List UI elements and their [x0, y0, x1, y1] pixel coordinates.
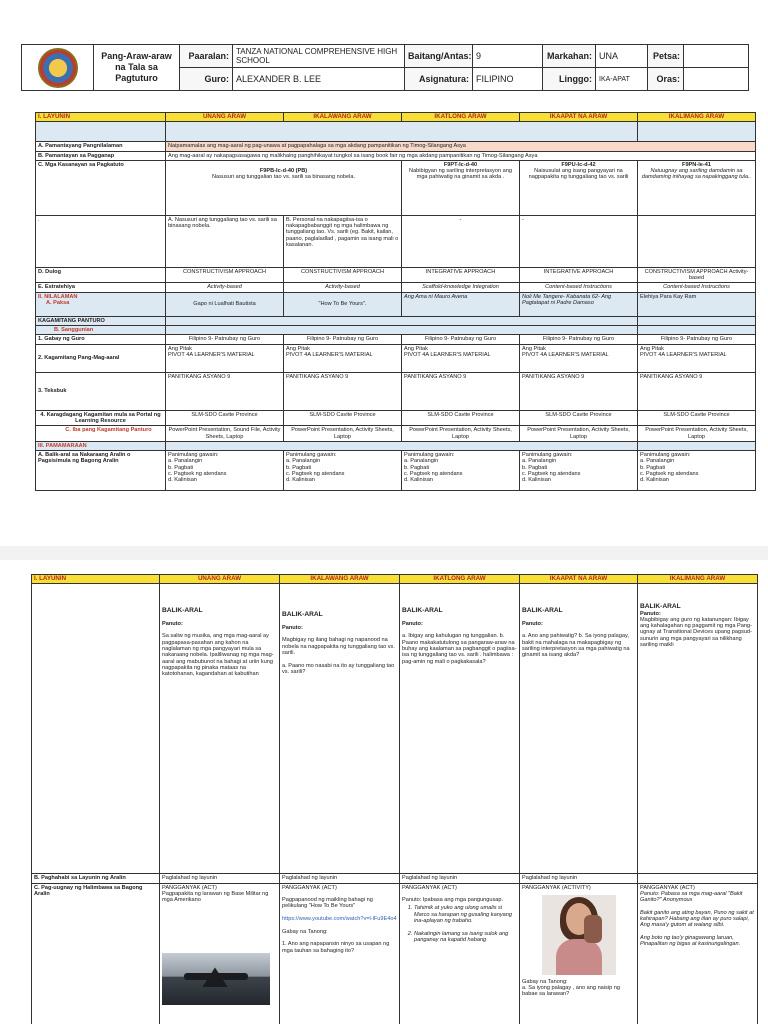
p2-day-4-header: IKAAPAT NA ARAW	[520, 575, 638, 584]
kasanayan-text-d1-d2: Nasusuri ang tunggalian tao vs. sarili sa binasang nobela.	[211, 174, 356, 181]
estratehiya-d3: Scaffold-knowledge Integration	[402, 283, 520, 292]
karagdagang-d3: SLM-SDO Cavite Province	[402, 410, 520, 426]
panimula-d2-d: d. Kalinisan	[286, 477, 315, 484]
panimula-d5-c: c. Pagtsek ng atendans	[640, 471, 699, 478]
karagdagang-d2: SLM-SDO Cavite Province	[284, 410, 402, 426]
kpm-d2-item-1: Ang Pitak	[286, 345, 310, 352]
p2-c-d1-text: Pagpapakita ng larawan ng Base Militar ng mga Amerikano	[162, 890, 269, 904]
paaralan-label: Paaralan:	[180, 45, 233, 68]
p2-pag-uugnay-d2	[280, 883, 400, 1024]
p2-paghahabi-label: B. Paghahabi sa Layunin ng Aralin	[32, 874, 160, 883]
panimula-d4-b: b. Pagbati	[522, 464, 548, 471]
kagamitang-mag-aaral-d5	[638, 344, 756, 372]
p2-balik-aral-d5	[638, 584, 758, 874]
baitang-label: Baitang/Antas:	[405, 45, 473, 68]
school-logo	[22, 45, 94, 91]
estratehiya-d2: Activity-based	[284, 283, 402, 292]
panimula-d2-b: b. Pagbati	[286, 464, 312, 471]
kagamitang-blank-d5	[638, 316, 756, 325]
header-table	[21, 44, 749, 91]
sanggunian-label: B. Sanggunian	[36, 326, 166, 335]
gabay-guro-d5: Filipino 9- Patnubay ng Guro	[638, 335, 756, 344]
panimula-d1-d: d. Kalinisan	[168, 477, 197, 484]
panimula-d3-a: a. Panalangin	[404, 458, 439, 465]
panimula-d3-c: c. Pagtsek ng atendans	[404, 471, 463, 478]
p2-pag-uugnay-d5	[638, 883, 758, 1024]
p2-day-5-header: IKALIMANG ARAW	[638, 575, 758, 584]
petsa-value	[684, 45, 749, 68]
kasanayan-text-d5: Naiuugnay ang sariling damdamin sa damdaming inihayag sa napakinggang tula..	[641, 168, 752, 181]
p2-d5-panuto: Panuto:	[640, 610, 661, 617]
kasanayan-d4	[520, 160, 638, 215]
oras-value	[684, 68, 749, 91]
panimula-d2-c: c. Pagtsek ng atendans	[286, 471, 345, 478]
petsa-label: Petsa:	[648, 45, 684, 68]
lesson-plan-page-2	[0, 560, 768, 1024]
p2-d3-body: a. Ibigay ang kahulugan ng tunggalian. b. Paano makakatutulong sa pangaraw-araw na buhay ang kaalaman sa pagbanggit o pagiisa-isa ng tunggaliang tao vs. sarili . halimbawa : pag-amin ng mali o pagkakasala?	[402, 633, 517, 665]
panimula-d1-head: Panimulang gawain:	[168, 452, 219, 459]
kpm-d4-item-2: PIVOT 4A LEARNER'S MATERIAL	[522, 351, 609, 358]
day-3-header: IKATLONG ARAW	[402, 113, 520, 122]
iba-pang-d4: PowerPoint Presentation, Activity Sheets, Laptop	[520, 426, 638, 442]
objective-d4: -	[520, 215, 638, 267]
p2-c-d3-list	[402, 905, 517, 943]
panimula-d4-c: c. Pagtsek ng atendans	[522, 471, 581, 478]
layunin-blank-d5	[638, 122, 756, 142]
pamamaraan-blank-d5	[638, 441, 756, 450]
objective-d5	[638, 215, 756, 267]
sanggunian-blank-d5	[638, 326, 756, 335]
paksa-d3: Ang Ama ni Mauro Avena	[402, 292, 520, 316]
kasanayan-code-d5: F9PN-Ie-41	[682, 161, 711, 168]
sanggunian-blank	[166, 326, 638, 335]
p2-c-d4-act: PANGGANYAK (ACTIVITY)	[522, 884, 591, 891]
panimula-d3-head: Panimulang gawain:	[404, 452, 455, 459]
lesson-plan-table-2	[31, 574, 758, 1024]
phone-hand-shape	[584, 915, 602, 943]
panimula-d1	[166, 451, 284, 491]
kasanayan-d5	[638, 160, 756, 215]
panimula-d4-d: d. Kalinisan	[522, 477, 551, 484]
kasanayan-d3	[402, 160, 520, 215]
guro-label: Guro:	[180, 68, 233, 91]
p2-c-d2-act: PANGGANYAK (ACT)	[282, 884, 337, 891]
day-2-header: IKALAWANG ARAW	[284, 113, 402, 122]
movie-link[interactable]: https://www.youtube.com/watch?v=l-lFu9E4o4	[282, 916, 397, 923]
panimula-d5-head: Panimulang gawain:	[640, 452, 691, 459]
layunin-objectives-label: .	[36, 215, 166, 267]
p2-c-d3-item-1: 1. Tahimik at yuko ang ulong umalis si Marco sa harapan ng gusaling kanyang ina-aplayan ng trabaho.	[414, 905, 517, 924]
pamantayang-pangnilalaman-label: A. Pamantayang Pangnilalaman	[36, 142, 166, 151]
paksa-d4: Noli Me Tangere- Kabanata 62- Ang Pagtatapat ni Padre Damaso	[520, 292, 638, 316]
karagdagang-d4: SLM-SDO Cavite Province	[520, 410, 638, 426]
objective-d3: -	[402, 215, 520, 267]
kagamitang-mag-aaral-d3	[402, 344, 520, 372]
panimula-d4-a: a. Panalangin	[522, 458, 557, 465]
pamantayang-pangnilalaman-text: Naipamamalas ang mag-aaral ng pag-unawa at pagpapahalaga sa mga akdang pampanitikan ng Timog-Silangang Asya	[166, 142, 756, 151]
gabay-guro-d4: Filipino 9- Patnubay ng Guro	[520, 335, 638, 344]
p2-paghahabi-d1: Paglalahad ng layunin	[160, 874, 280, 883]
objective-d2: B. Personal na nakapagiisa-isa o nakapagbabanggit ng mga halimbawa ng tunggaliang tao. Vs. sarili (eg. Bakit, kailan, paano, paglaladlad , pagamin sa isang mali o kasalanan.	[284, 215, 402, 267]
panimula-d5-a: a. Panalangin	[640, 458, 675, 465]
p2-balik-aral-d3	[400, 584, 520, 874]
p2-c-d3-intro: Panuto: Ipabasa ang mga pangungusap.	[402, 897, 504, 904]
nilalaman-cell	[36, 292, 166, 316]
p2-d4-body: a. Ano ang pahiwatig? b. Sa iyong palagay, bakit na mahalaga na makapagbigay ng sariling interpretasyon sa mga pahiwatig na ginamit sa isang akda?	[522, 633, 630, 659]
teksbuk-d3: PANITIKANG ASYANO 9	[402, 372, 520, 410]
p2-d1-balik-title: BALIK-ARAL	[162, 607, 203, 615]
kpm-d2-item-2: PIVOT 4A LEARNER'S MATERIAL	[286, 351, 373, 358]
balik-aral-label: A. Balik-aral sa Nakaraang Aralin o Pagsisimula ng Bagong Aralin	[36, 451, 166, 491]
asignatura-label: Asignatura:	[405, 68, 473, 91]
p2-paghahabi-d4: Paglalahad ng layunin	[520, 874, 638, 883]
layunin-blank-wide	[166, 122, 638, 142]
paksa-d1: Gapo ni Lualhati Bautista	[166, 292, 284, 316]
kasanayan-text-d4: Naisusulat ang isang pangyayari na nagpapakita ng tunggaliang tao vs. sarili	[528, 168, 629, 181]
kagamitang-blank	[166, 316, 638, 325]
paksa-d5: Elehiya Para Kay Ram	[638, 292, 756, 316]
kagamitang-mag-aaral-d4	[520, 344, 638, 372]
p2-d4-balik-title: BALIK-ARAL	[522, 607, 563, 615]
p2-paghahabi-d5	[638, 874, 758, 883]
panimula-d2-head: Panimulang gawain:	[286, 452, 337, 459]
panimula-d1-a: a. Panalangin	[168, 458, 203, 465]
p2-layunin-header: I. LAYUNIN	[32, 575, 160, 584]
panimula-d5-d: d. Kalinisan	[640, 477, 669, 484]
p2-c-d2-gabay: Gabay na Tanong:	[282, 928, 328, 935]
kpm-d3-item-1: Ang Pitak	[404, 345, 428, 352]
p2-c-d5-poem-2: Ang boto ng tao'y ginagawang laruan, Pinapalitan ng bigas at kasinungalingan.	[640, 934, 741, 948]
p2-d2-balik-title: BALIK-ARAL	[282, 611, 323, 619]
panimula-d3-b: b. Pagbati	[404, 464, 430, 471]
linggo-value: IKA-APAT	[596, 68, 648, 91]
p2-day-3-header: IKATLONG ARAW	[400, 575, 520, 584]
p2-balik-aral-d4	[520, 584, 638, 874]
panimula-d4	[520, 451, 638, 491]
day-5-header: IKALIMANG ARAW	[638, 113, 756, 122]
p2-c-d1-act: PANGGANYAK (ACT)	[162, 884, 217, 891]
pamamaraan-blank	[166, 441, 638, 450]
dulog-d5: CONSTRUCTIVISM APPROACH Activity-based	[638, 267, 756, 283]
p2-d1-body: Sa saliw ng musika, ang mga mag-aaral ay pagpapasa-pasahan ang kahon na naglalaman ng mga pangyayari mula sa nakaraang nobela. Ipaliliwanag ng mga mag-aaral ang mabubunot na bahagi at uriin kung nagpapakita ng pinaka mataas na katotohanan, kagandahan at kabutihan	[162, 633, 274, 678]
asignatura-value: FILIPINO	[473, 68, 543, 91]
kagamitang-panturo-label: KAGAMITANG PANTURO	[36, 316, 166, 325]
p2-d1-panuto: Panuto:	[162, 620, 183, 627]
guro-value: ALEXANDER B. LEE	[233, 68, 405, 91]
karagdagang-d5: SLM-SDO Cavite Province	[638, 410, 756, 426]
pamantayan-pagganap-label: B. Pamantayan sa Pagganap	[36, 151, 166, 160]
panimula-d5-b: b. Pagbati	[640, 464, 666, 471]
estratehiya-d4: Content-based Instructions	[520, 283, 638, 292]
estratehiya-label: E. Estratehiya	[36, 283, 166, 292]
iba-pang-d3: PowerPoint Presentation, Activity Sheets, Laptop	[402, 426, 520, 442]
baitang-value: 9	[473, 45, 543, 68]
p2-c-d5-poem-1: Bakit ganito ang ating bayan, Puno ng sakit at kahirapan? Habang ang iilan ay puro salapi, Ang masa'y gutom at walang silbi.	[640, 909, 754, 929]
p2-c-d5-intro: Panuto: Pabasa sa mga mag-aaral "Bakit Ganito?" Anonymous	[640, 890, 743, 904]
gabay-guro-d3: Filipino 9- Patnubay ng Guro	[402, 335, 520, 344]
paaralan-value: TANZA NATIONAL COMPREHENSIVE HIGH SCHOOL	[233, 45, 405, 68]
gabay-guro-d2: Filipino 9- Patnubay ng Guro	[284, 335, 402, 344]
p2-day-1-header: UNANG ARAW	[160, 575, 280, 584]
p2-balik-aral-d2	[280, 584, 400, 874]
kasanayan-code-d3: F9PT-Ic-d-40	[443, 161, 478, 168]
p2-balik-aral-d1	[160, 584, 280, 874]
p2-c-d5-act: PANGGANYAK (ACT)	[640, 884, 695, 891]
p2-d2-question: a. Paano mo nasabi na ito ay tunggaliang tao vs. sarili?	[282, 662, 395, 675]
military-base-photo	[162, 953, 270, 1005]
iba-pang-d5: PowerPoint Presentation, Activity Sheets, Laptop	[638, 426, 756, 442]
p2-balik-aral-label-cell	[32, 584, 160, 874]
pamantayan-pagganap-text: Ang mag-aaral ay nakapagsasagawa ng malikhaing panghihikayat tungkol sa isang book fair ng mga akdang pampanitikan ng Timog-Silangang Asya	[166, 151, 756, 160]
layunin-header: I. LAYUNIN	[36, 113, 166, 122]
panimula-d1-b: b. Pagbati	[168, 464, 194, 471]
dulog-d1: CONSTRUCTIVISM APPROACH	[166, 267, 284, 283]
kpm-d1-item-1: Ang Pitak	[168, 345, 192, 352]
p2-c-d4-gabay: Gabay na Tanong:	[522, 978, 568, 985]
teksbuk-d5: PANITIKANG ASYANO 9	[638, 372, 756, 410]
kasanayan-text-d3: Nabibigyan ng sariling interpretasyon ang mga pahiwatig na ginamit sa akda .	[409, 168, 512, 181]
dulog-d4: INTEGRATIVE APPROACH	[520, 267, 638, 283]
body-shape	[556, 939, 602, 975]
layunin-blank	[36, 122, 166, 142]
p2-c-d3-act: PANGGANYAK (ACT)	[402, 884, 457, 891]
oras-label: Oras:	[648, 68, 684, 91]
kasanayan-label: C. Mga Kasanayan sa Pagkatuto	[36, 160, 166, 215]
school-seal-icon	[38, 48, 78, 88]
linggo-label: Linggo:	[543, 68, 596, 91]
estratehiya-d5: Content-based Instructions	[638, 283, 756, 292]
lesson-plan-table-1	[35, 112, 756, 491]
p2-pag-uugnay-label: C. Pag-uugnay ng Halimbawa sa Bagong Aralin	[32, 883, 160, 1024]
kpm-d5-item-1: Ang Pitak	[640, 345, 664, 352]
iba-pang-d2: PowerPoint Presentation, Activity Sheets, Laptop	[284, 426, 402, 442]
p2-pag-uugnay-d3	[400, 883, 520, 1024]
p2-pag-uugnay-d4	[520, 883, 638, 1024]
p2-d5-body: Magbibigay ang guro ng katanungan: Ibigay ang kahalagahan ng paggamit ng mga Pang-ugnay at Transitional Devices upang pagsud-sunurin ang mga pangyayari sa nilikhang sariling maikli	[640, 616, 752, 649]
panimula-d3-d: d. Kalinisan	[404, 477, 433, 484]
panimula-d4-head: Panimulang gawain:	[522, 452, 573, 459]
kasanayan-code-d1-d2: F9PB-Ic-d-40 (PB)	[259, 167, 308, 174]
dulog-d3: INTEGRATIVE APPROACH	[402, 267, 520, 283]
p2-d2-body: Magbigay ng ilang bahagi ng napanood na nobela na nagpapakita ng tunggaliang tao vs. sarili.	[282, 637, 395, 657]
paksa-label: A. Paksa	[46, 300, 70, 307]
markahan-label: Markahan:	[543, 45, 596, 68]
karagdagang-d1: SLM-SDO Cavite Province	[166, 410, 284, 426]
panimula-d3	[402, 451, 520, 491]
panimula-d2-a: a. Panalangin	[286, 458, 321, 465]
estratehiya-d1: Activity-based	[166, 283, 284, 292]
p2-d2-panuto: Panuto:	[282, 624, 303, 631]
p2-paghahabi-d3: Paglalahad ng layunin	[400, 874, 520, 883]
p2-c-d2-text: Pagpapanood ng maikling bahagi ng pelikulang "How To Be Yours"	[282, 897, 373, 910]
pamamaraan-label: III. PAMAMARAAN	[36, 441, 166, 450]
gabay-guro-d1: Filipino 9- Patnubay ng Guro	[166, 335, 284, 344]
dulog-label: D. Dulog	[36, 267, 166, 283]
panimula-d2	[284, 451, 402, 491]
p2-c-d3-item-2: 2. Nakatingin lamang sa isang sulok ang panganay na kapatid habang	[414, 931, 517, 944]
nilalaman-label: II. NILALAMAN	[38, 293, 78, 300]
kagamitang-mag-aaral-d1	[166, 344, 284, 372]
p2-paghahabi-d2: Paglalahad ng layunin	[280, 874, 400, 883]
p2-c-d2-q1: 1. Ano ang napapansin ninyo sa usapan ng mga tauhan sa bahaging ito?	[282, 941, 390, 954]
p2-d4-panuto: Panuto:	[522, 620, 543, 627]
p2-d5-balik-title: BALIK-ARAL	[640, 603, 681, 611]
airplane-body-shape	[184, 973, 248, 980]
day-4-header: IKAAPAT NA ARAW	[520, 113, 638, 122]
paksa-d2: "How To Be Yours".	[284, 292, 402, 316]
iba-pang-kagamitan-label: C. Iba pang Kagamitang Panturo	[36, 426, 166, 442]
p2-d3-panuto: Panuto:	[402, 620, 423, 627]
kagamitang-mag-aaral-d2	[284, 344, 402, 372]
kagamitang-mag-aaral-label: 2. Kagamitang Pang-Mag-aaral	[36, 344, 166, 372]
gabay-guro-label: 1. Gabay ng Guro	[36, 335, 166, 344]
iba-pang-d1: PowerPoint Presentation, Sound File, Activity Sheets, Laptop	[166, 426, 284, 442]
kasanayan-d1-d2	[166, 160, 402, 215]
p2-pag-uugnay-d1	[160, 883, 280, 1024]
panimula-d5	[638, 451, 756, 491]
kpm-d5-item-2: PIVOT 4A LEARNER'S MATERIAL	[640, 351, 727, 358]
kpm-d3-item-2: PIVOT 4A LEARNER'S MATERIAL	[404, 351, 491, 358]
kpm-d4-item-1: Ang Pitak	[522, 345, 546, 352]
kpm-d1-item-2: PIVOT 4A LEARNER'S MATERIAL	[168, 351, 255, 358]
p2-day-2-header: IKALAWANG ARAW	[280, 575, 400, 584]
karagdagang-kagamitan-label: 4. Karagdagang Kagamitan mula sa Portal ng Learning Resource	[36, 410, 166, 426]
teksbuk-d2: PANITIKANG ASYANO 9	[284, 372, 402, 410]
p2-d3-balik-title: BALIK-ARAL	[402, 607, 443, 615]
dulog-d2: CONSTRUCTIVISM APPROACH	[284, 267, 402, 283]
markahan-value: UNA	[596, 45, 648, 68]
p2-c-d4-q: a. Sa iyong palagay , ano ang naisip ng babae sa larawan?	[522, 985, 620, 998]
teksbuk-d1: PANITIKANG ASYANO 9	[166, 372, 284, 410]
document-title: Pang-Araw-araw na Tala sa Pagtuturo	[94, 45, 180, 91]
teksbuk-label: 3. Teksbuk	[36, 372, 166, 410]
day-1-header: UNANG ARAW	[166, 113, 284, 122]
panimula-d1-c: c. Pagtsek ng atendans	[168, 471, 227, 478]
objective-d1: A. Nasusuri ang tunggaliang tao vs. sarili sa binasang nobela.	[166, 215, 284, 267]
teksbuk-d4: PANITIKANG ASYANO 9	[520, 372, 638, 410]
worried-woman-photo	[542, 895, 616, 975]
kasanayan-code-d4: F9PU-Ic-d-42	[561, 161, 596, 168]
